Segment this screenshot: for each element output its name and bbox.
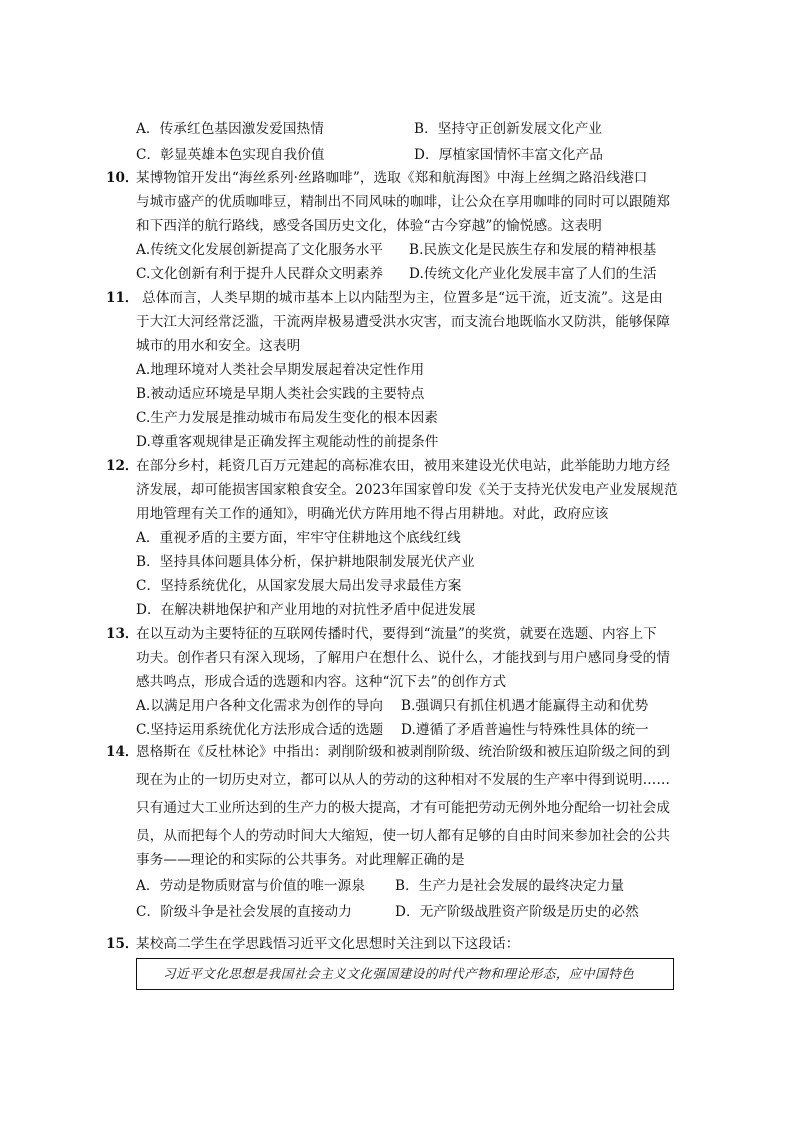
q15-stem-line: 某校高二学生在学思践悟习近平文化思想时关注到以下这段话：	[136, 936, 520, 952]
q14-stem-line: 恩格斯在《反杜林论》中指出：剥削阶级和被剥削阶级、统治阶级和被压迫阶级之间的到	[136, 744, 671, 760]
quote-text: 习近平文化思想是我国社会主义文化强国建设的时代产物和理论形态，应中国特色	[163, 966, 635, 981]
q11-stem-line: 于大江大河经常泛滥，干流两岸极易遭受洪水灾害，而支流台地既临水又防洪，能够保障	[136, 314, 671, 330]
q14-option-b: B．生产力是社会发展的最终决定力量	[395, 878, 625, 894]
q13-stem-line: 在以互动为主要特征的互联网传播时代，要得到“流量”的奖赏，就要在选题、内容上下	[136, 626, 657, 642]
q10-option-d: D.传统文化产业化发展丰富了人们的生活	[409, 266, 657, 282]
q13-option-c: C.坚持运用系统优化方法形成合适的选题	[136, 722, 384, 738]
q14-number: 14．	[106, 744, 139, 760]
q10-stem-line: 某博物馆开发出“海丝系列·丝路咖啡”，选取《郑和航海图》中海上丝绸之路沿线港口	[136, 170, 648, 186]
q11-option-b: B.被动适应环境是早期人类社会实践的主要特点	[136, 386, 425, 402]
q12-option-d: D．在解决耕地保护和产业用地的对抗性矛盾中促进发展	[136, 602, 476, 618]
q15-number: 15．	[106, 936, 139, 952]
q13-option-a: A.以满足用户各种文化需求为创作的导向	[136, 698, 384, 714]
q12-number: 12．	[106, 458, 139, 474]
q10-option-c: C.文化创新有利于提升人民群众文明素养	[136, 266, 384, 282]
q11-number: 11．	[106, 290, 139, 306]
q10-stem-line: 与城市盛产的优质咖啡豆，精制出不同风味的咖啡，让公众在享用咖啡的同时可以跟随郑	[136, 194, 671, 210]
q13-stem-line: 功夫。创作者只有深入现场，了解用户在想什么、说什么，才能找到与用户感同身受的情	[136, 650, 671, 666]
q12-option-b: B．坚持具体问题具体分析，保护耕地限制发展光伏产业	[136, 554, 475, 570]
q10-option-a: A.传统文化发展创新提高了文化服务水平	[136, 242, 384, 258]
q10-stem-line: 和下西洋的航行路线，感受各国历史文化，体验“古今穿越”的愉悦感。这表明	[136, 218, 602, 234]
q14-option-d: D．无产阶级战胜资产阶级是历史的必然	[395, 904, 639, 920]
q14-stem-line: 现在为止的一切历史对立，都可以从人的劳动的这种相对不发展的生产率中得到说明……	[136, 772, 671, 788]
q12-stem-line: 在部分乡村，耗资几百万元建起的高标准农田，被用来建设光伏电站，此举能助力地方经	[136, 458, 671, 474]
q14-stem-line: 只有通过大工业所达到的生产力的极大提高，才有可能把劳动无例外地分配给一切社会成	[136, 800, 671, 816]
q9-option-c: C．彰显英雄本色实现自我价值	[136, 147, 325, 163]
q12-stem-line: 用地管理有关工作的通知》，明确光伏方阵用地不得占用耕地。对此，政府应该	[136, 506, 609, 522]
q9-option-b: B．坚持守正创新发展文化产业	[414, 121, 603, 137]
q11-stem-line: 总体而言，人类早期的城市基本上以内陆型为主，位置多是“远干流，近支流”。这是由	[142, 290, 663, 306]
q11-option-a: A.地理环境对人类社会早期发展起着决定性作用	[136, 362, 425, 378]
q11-stem-line: 城市的用水和安全。这表明	[136, 338, 301, 354]
q10-number: 10．	[106, 170, 139, 186]
q14-stem-line: 事务——理论的和实际的公共事务。对此理解正确的是	[136, 852, 465, 868]
q9-option-a: A．传承红色基因激发爱国热情	[136, 121, 324, 137]
quote-box	[136, 958, 674, 990]
q13-stem-line: 感共鸣点，形成合适的选题和内容。这种“沉下去”的创作方式	[136, 674, 507, 690]
q13-option-b: B.强调只有抓住机遇才能赢得主动和优势	[401, 698, 649, 714]
q9-option-d: D．厚植家国情怀丰富文化产品	[414, 147, 604, 163]
q14-stem-line: 员，从而把每个人的劳动时间大大缩短，使一切人都有足够的自由时间来参加社会的公共	[136, 828, 671, 844]
q13-option-d: D.遵循了矛盾普遍性与特殊性具体的统一	[401, 722, 649, 738]
q14-option-a: A．劳动是物质财富与价值的唯一源泉	[136, 878, 366, 894]
q13-number: 13．	[106, 626, 139, 642]
q12-option-a: A．重视矛盾的主要方面，牢牢守住耕地这个底线红线	[136, 530, 461, 546]
q11-option-c: C.生产力发展是推动城市布局发生变化的根本因素	[136, 410, 439, 426]
q11-option-d: D.尊重客观规律是正确发挥主观能动性的前提条件	[136, 434, 439, 450]
q12-stem-line: 济发展，却可能损害国家粮食安全。2023年国家曾印发《关于支持光伏发电产业发展规范	[136, 482, 678, 498]
q14-option-c: C．阶级斗争是社会发展的直接动力	[136, 904, 352, 920]
q12-option-c: C．坚持系统优化，从国家发展大局出发寻求最佳方案	[136, 578, 462, 594]
q10-option-b: B.民族文化是民族生存和发展的精神根基	[409, 242, 657, 258]
